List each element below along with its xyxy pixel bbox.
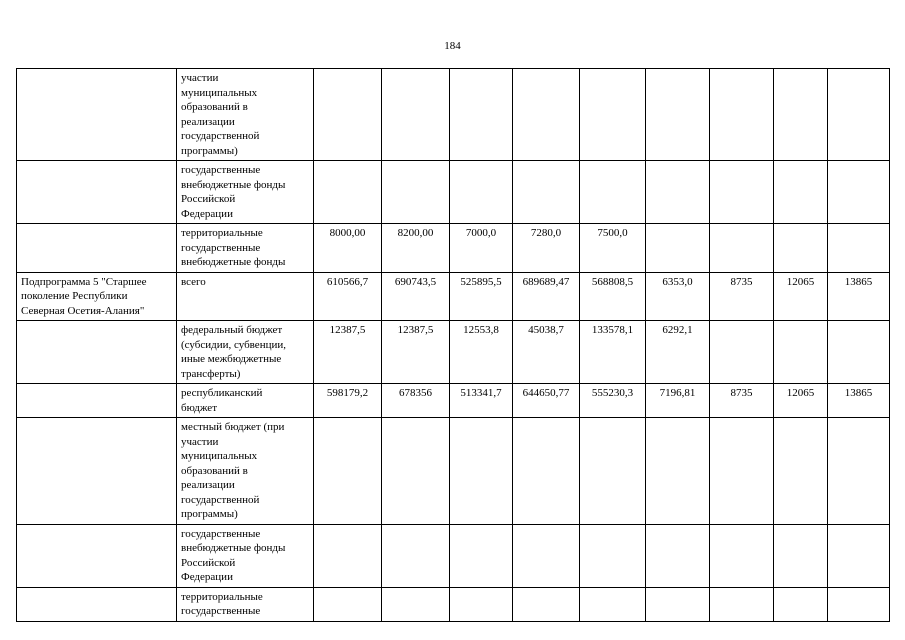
- value-cell: [710, 418, 774, 525]
- value-cell: 8735: [710, 272, 774, 321]
- value-cell: [710, 524, 774, 587]
- value-cell: [774, 321, 828, 384]
- value-cell: 7000,0: [450, 224, 513, 273]
- value-cell: [828, 524, 890, 587]
- value-cell: [450, 587, 513, 621]
- value-cell: [314, 161, 382, 224]
- value-cell: 7196,81: [646, 384, 710, 418]
- value-cell: [513, 69, 580, 161]
- table-row: [17, 224, 890, 273]
- value-cell: 7500,0: [580, 224, 646, 273]
- program-name-cell: [17, 224, 177, 273]
- value-cell: [450, 524, 513, 587]
- value-cell: [580, 587, 646, 621]
- value-cell: 12065: [774, 384, 828, 418]
- value-cell: [450, 161, 513, 224]
- table-row: [17, 587, 890, 621]
- value-cell: 7280,0: [513, 224, 580, 273]
- value-cell: 133578,1: [580, 321, 646, 384]
- value-cell: [774, 524, 828, 587]
- value-cell: [710, 161, 774, 224]
- value-cell: [646, 69, 710, 161]
- value-cell: 8200,00: [382, 224, 450, 273]
- value-cell: [646, 161, 710, 224]
- value-cell: [450, 69, 513, 161]
- value-cell: [580, 69, 646, 161]
- value-cell: [828, 69, 890, 161]
- value-cell: 12387,5: [382, 321, 450, 384]
- value-cell: 598179,2: [314, 384, 382, 418]
- value-cell: 690743,5: [382, 272, 450, 321]
- value-cell: [710, 321, 774, 384]
- value-cell: [382, 524, 450, 587]
- program-name-cell: [17, 69, 177, 161]
- value-cell: [828, 321, 890, 384]
- value-cell: [382, 418, 450, 525]
- budget-table: [16, 68, 890, 622]
- value-cell: [828, 418, 890, 525]
- value-cell: 8000,00: [314, 224, 382, 273]
- value-cell: [513, 161, 580, 224]
- value-cell: 13865: [828, 272, 890, 321]
- funding-source-cell: государственные внебюджетные фонды Российской Федерации: [177, 524, 314, 587]
- value-cell: 6353,0: [646, 272, 710, 321]
- value-cell: [646, 587, 710, 621]
- funding-source-cell: территориальные государственные: [177, 587, 314, 621]
- value-cell: [646, 418, 710, 525]
- value-cell: 678356: [382, 384, 450, 418]
- value-cell: [513, 418, 580, 525]
- value-cell: 525895,5: [450, 272, 513, 321]
- value-cell: [513, 524, 580, 587]
- table-row: [17, 384, 890, 418]
- table-row: [17, 69, 890, 161]
- value-cell: 644650,77: [513, 384, 580, 418]
- program-name-cell: [17, 321, 177, 384]
- program-name-cell: [17, 384, 177, 418]
- funding-source-cell: республиканский бюджет: [177, 384, 314, 418]
- value-cell: [774, 587, 828, 621]
- table-row: [17, 272, 890, 321]
- value-cell: [314, 69, 382, 161]
- value-cell: [710, 587, 774, 621]
- value-cell: [382, 69, 450, 161]
- value-cell: [580, 418, 646, 525]
- value-cell: 6292,1: [646, 321, 710, 384]
- value-cell: 45038,7: [513, 321, 580, 384]
- value-cell: [828, 161, 890, 224]
- value-cell: [828, 587, 890, 621]
- value-cell: 513341,7: [450, 384, 513, 418]
- value-cell: 12387,5: [314, 321, 382, 384]
- funding-source-cell: федеральный бюджет (субсидии, субвенции, иные межбюджетные трансферты): [177, 321, 314, 384]
- value-cell: 12065: [774, 272, 828, 321]
- program-name-cell: Подпрограмма 5 "Старшее поколение Республики Северная Осетия-Алания": [17, 272, 177, 321]
- funding-source-cell: местный бюджет (при участии муниципальных образований в реализации государственной программы): [177, 418, 314, 525]
- value-cell: [382, 161, 450, 224]
- value-cell: [646, 524, 710, 587]
- value-cell: [580, 161, 646, 224]
- value-cell: [314, 524, 382, 587]
- value-cell: [382, 587, 450, 621]
- page-number: 184: [444, 40, 461, 52]
- table-row: [17, 418, 890, 525]
- funding-source-cell: участии муниципальных образований в реализации государственной программы): [177, 69, 314, 161]
- value-cell: 13865: [828, 384, 890, 418]
- funding-source-cell: территориальные государственные внебюджетные фонды: [177, 224, 314, 273]
- value-cell: [450, 418, 513, 525]
- value-cell: 610566,7: [314, 272, 382, 321]
- value-cell: [774, 224, 828, 273]
- value-cell: 8735: [710, 384, 774, 418]
- value-cell: [774, 69, 828, 161]
- program-name-cell: [17, 524, 177, 587]
- table-row: [17, 161, 890, 224]
- value-cell: [774, 161, 828, 224]
- value-cell: 12553,8: [450, 321, 513, 384]
- value-cell: [314, 418, 382, 525]
- value-cell: [314, 587, 382, 621]
- table-row: [17, 321, 890, 384]
- value-cell: [710, 224, 774, 273]
- value-cell: [774, 418, 828, 525]
- value-cell: [580, 524, 646, 587]
- value-cell: 568808,5: [580, 272, 646, 321]
- value-cell: 689689,47: [513, 272, 580, 321]
- funding-source-cell: государственные внебюджетные фонды Российской Федерации: [177, 161, 314, 224]
- value-cell: [710, 69, 774, 161]
- program-name-cell: [17, 587, 177, 621]
- funding-source-cell: всего: [177, 272, 314, 321]
- value-cell: [646, 224, 710, 273]
- value-cell: 555230,3: [580, 384, 646, 418]
- table-row: [17, 524, 890, 587]
- program-name-cell: [17, 418, 177, 525]
- value-cell: [828, 224, 890, 273]
- program-name-cell: [17, 161, 177, 224]
- value-cell: [513, 587, 580, 621]
